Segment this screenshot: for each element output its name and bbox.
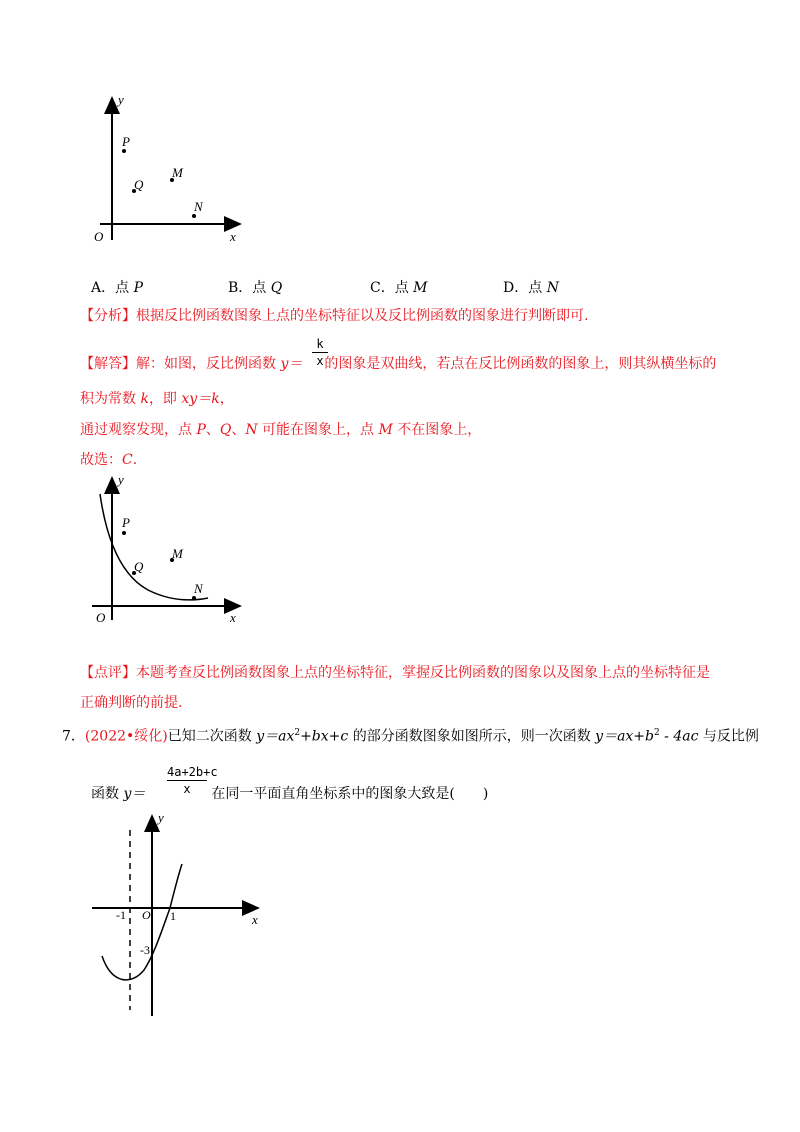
label-m: M bbox=[172, 165, 183, 180]
fraction-k-den: x bbox=[316, 354, 324, 368]
tick-neg3: -3 bbox=[140, 943, 150, 957]
option-d[interactable] bbox=[503, 277, 559, 297]
q7-sup1: 2 bbox=[294, 728, 301, 738]
solution-line2 bbox=[80, 389, 234, 409]
option-b-label: B．点 bbox=[228, 280, 271, 296]
question-number: 7． bbox=[62, 728, 85, 745]
option-a-label: A．点 bbox=[91, 280, 134, 296]
label-n: N bbox=[194, 199, 203, 214]
solution-line2-k: k bbox=[140, 391, 149, 407]
q7-line2-y: y＝ bbox=[123, 786, 146, 802]
figure-hyperbola bbox=[88, 470, 258, 630]
q7-line2-a: 函数 bbox=[91, 786, 124, 802]
figure-points bbox=[88, 90, 258, 250]
solution-y-eq: y＝ bbox=[280, 356, 303, 372]
point-p bbox=[122, 531, 126, 535]
q7-frac-num: 4a+2b+c bbox=[167, 765, 218, 779]
solution-line2-c: ， bbox=[219, 391, 234, 407]
q7-text-c: 与反比例 bbox=[698, 728, 759, 745]
label-q: Q bbox=[134, 559, 144, 574]
origin-label: O bbox=[96, 610, 106, 625]
solution-line2-b: ，即 bbox=[148, 391, 182, 407]
q7-eq1: y＝ax bbox=[256, 728, 295, 745]
option-a[interactable] bbox=[91, 277, 143, 297]
solution-line1 bbox=[80, 354, 716, 374]
point-n bbox=[192, 596, 196, 600]
option-a-var: P bbox=[133, 280, 143, 296]
comment-line1: 【点评】本题考查反比例函数图象上点的坐标特征，掌握反比例函数的图象以及图象上点的坐标特征是 bbox=[80, 665, 710, 681]
q7-frac-den: x bbox=[183, 782, 191, 796]
label-n: N bbox=[194, 581, 203, 596]
y-label: y bbox=[158, 810, 164, 825]
point-p bbox=[122, 149, 126, 153]
solution-line3-c: 、 bbox=[231, 422, 246, 438]
y-label: y bbox=[118, 92, 124, 107]
q7-text-b: 的部分函数图象如图所示，则一次函数 bbox=[348, 728, 596, 745]
q7-eq1b: +bx+c bbox=[300, 728, 349, 745]
origin-label: O bbox=[94, 229, 104, 244]
solution-line4 bbox=[80, 450, 137, 470]
option-c-label: C．点 bbox=[370, 280, 414, 296]
solution-line3-b: 、 bbox=[205, 422, 220, 438]
option-d-var: N bbox=[546, 280, 559, 296]
x-label: x bbox=[252, 912, 258, 927]
analysis-text: 【分析】根据反比例函数图象上点的坐标特征以及反比例函数的图象进行判断即可. bbox=[80, 308, 589, 324]
solution-prefix: 【解答】解：如图，反比例函数 bbox=[80, 356, 281, 372]
solution-line4-b: . bbox=[132, 452, 138, 468]
q7-line2-b: 在同一平面直角坐标系中的图象大致是( ) bbox=[211, 786, 489, 802]
x-label: x bbox=[230, 229, 236, 244]
fraction-k-num: k bbox=[312, 336, 328, 353]
y-label: y bbox=[118, 472, 124, 487]
solution-line3-q: Q bbox=[219, 422, 232, 438]
solution-line3-p: P bbox=[196, 422, 206, 438]
question-7-line1 bbox=[62, 723, 759, 747]
q7-eq2: y＝ax+b bbox=[595, 728, 654, 745]
label-p: P bbox=[122, 515, 130, 530]
option-b[interactable] bbox=[228, 277, 282, 297]
hyperbola-curve bbox=[100, 494, 208, 600]
tick-neg1: -1 bbox=[116, 908, 126, 922]
solution-line4-c: C bbox=[122, 452, 133, 468]
comment-line2: 正确判断的前提. bbox=[80, 695, 183, 711]
option-c[interactable] bbox=[370, 277, 428, 297]
q7-sup2: 2 bbox=[654, 728, 660, 738]
option-b-var: Q bbox=[270, 280, 283, 296]
origin-label: O bbox=[142, 908, 151, 922]
figure-parabola bbox=[88, 810, 273, 1020]
solution-line3-n: N bbox=[245, 422, 258, 438]
solution-line2-a: 积为常数 bbox=[80, 391, 141, 407]
solution-after-frac: 的图象是双曲线，若点在反比例函数的图象上，则其纵横坐标的 bbox=[324, 356, 717, 372]
option-d-label: D．点 bbox=[503, 280, 547, 296]
point-n bbox=[192, 214, 196, 218]
solution-line3-d: 可能在图象上，点 bbox=[257, 422, 379, 438]
label-m: M bbox=[172, 546, 183, 561]
solution-line2-eq: xy＝k bbox=[181, 391, 220, 407]
q7-eq2b: - 4ac bbox=[659, 728, 699, 745]
solution-line3 bbox=[80, 420, 481, 440]
solution-line4-a: 故选： bbox=[80, 452, 122, 468]
x-label: x bbox=[230, 610, 236, 625]
option-c-var: M bbox=[413, 280, 428, 296]
q7-text-a: 已知二次函数 bbox=[167, 728, 257, 745]
solution-line3-e: 不在图象上， bbox=[392, 422, 482, 438]
question-source: (2022•绥化) bbox=[84, 728, 168, 745]
label-q: Q bbox=[134, 177, 144, 192]
fraction-k-over-x bbox=[312, 336, 328, 369]
question-7-line2 bbox=[91, 784, 488, 804]
solution-line3-m: M bbox=[378, 422, 393, 438]
solution-line3-a: 通过观察发现，点 bbox=[80, 422, 197, 438]
label-p: P bbox=[122, 134, 130, 149]
tick-1: 1 bbox=[170, 909, 176, 923]
